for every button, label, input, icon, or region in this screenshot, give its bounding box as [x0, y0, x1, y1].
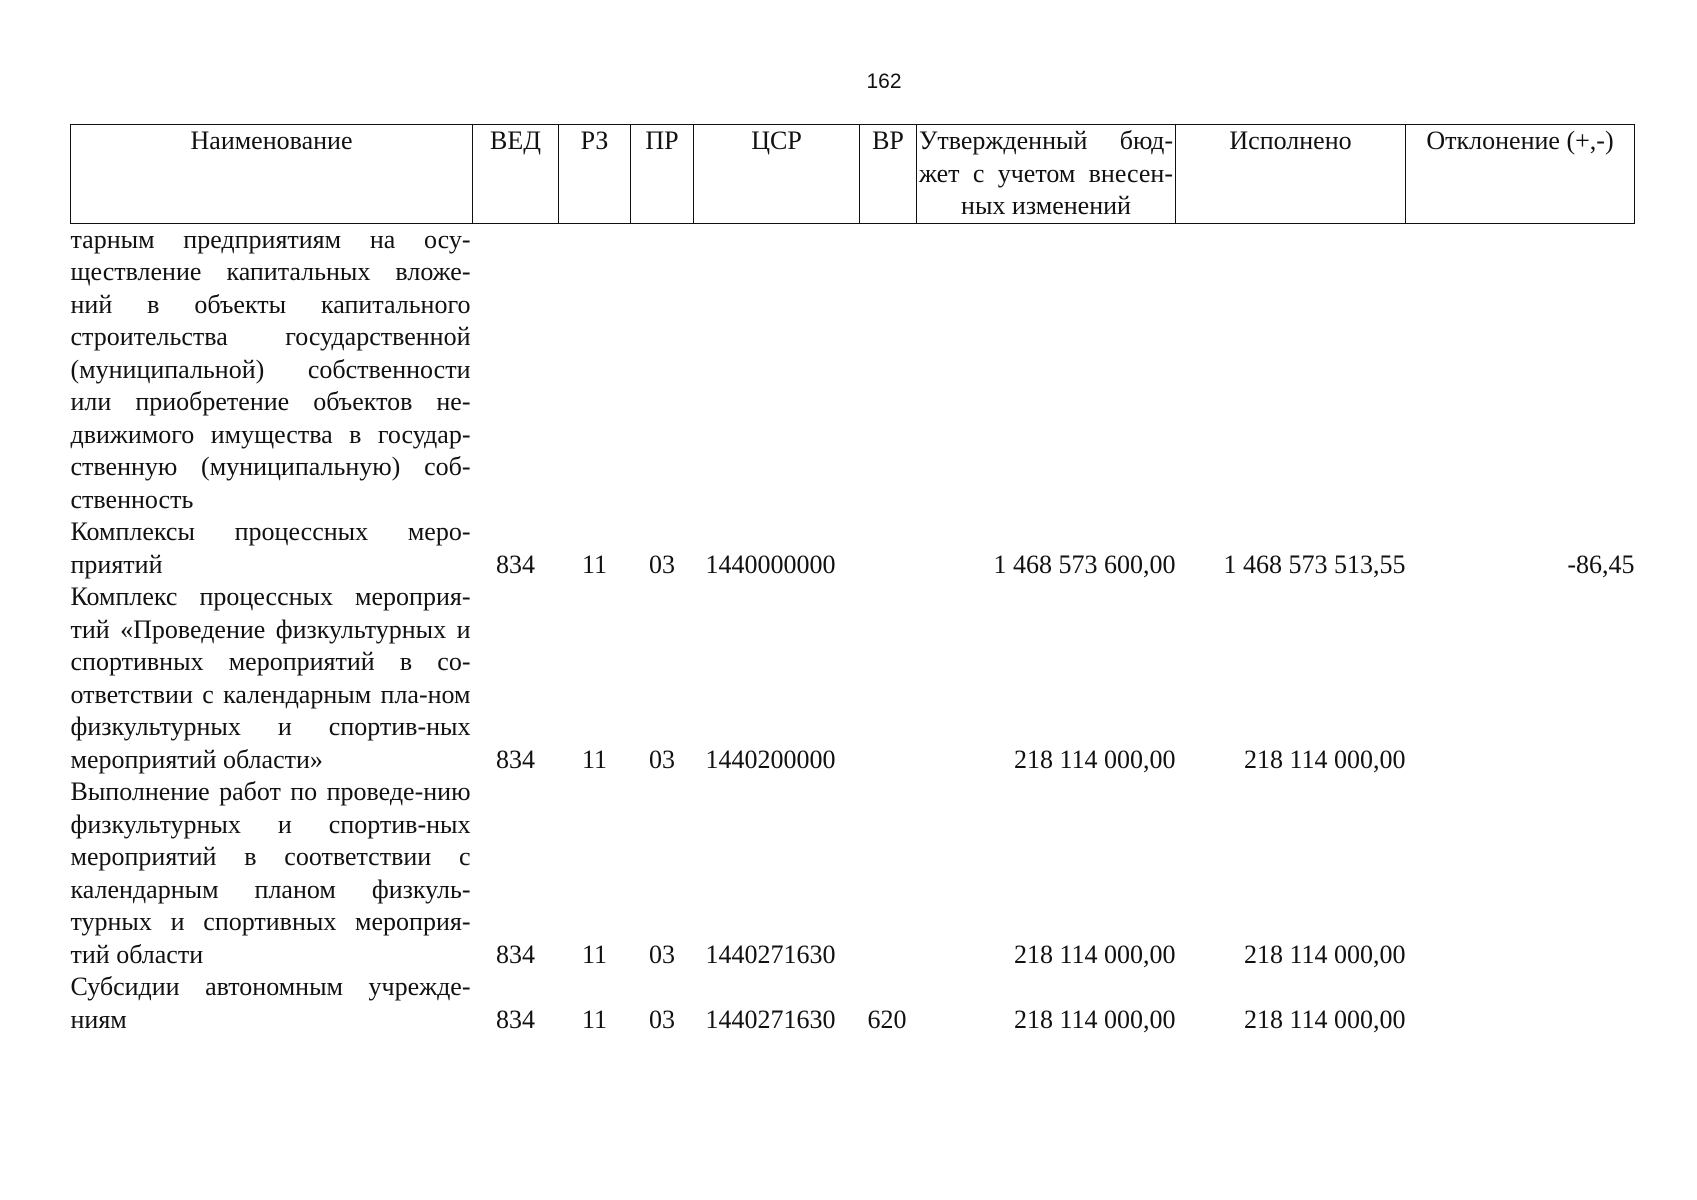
- header-rz: РЗ: [559, 125, 631, 224]
- row-pr: 03: [649, 1004, 675, 1034]
- row-deviation: [1406, 581, 1635, 776]
- row-name: Субсидии автономным учрежде-ниям: [70, 972, 471, 1034]
- row-ved: 834: [496, 1004, 535, 1034]
- table-row: [71, 776, 1635, 971]
- row-ved: [473, 223, 559, 516]
- row-rz: [559, 223, 631, 516]
- row-name: тарным предприятиям на осу-ществление капитальных вложе-ний в объекты капитального строительства государственной (муниципальной) собственности или приобретение объектов не-движимого имущества в государ-ственную (муниципальную) соб-ственность: [70, 224, 471, 514]
- header-deviation: Отклонение (+,-): [1406, 125, 1635, 224]
- header-name: Наименование: [71, 125, 473, 224]
- row-executed: 218 114 000,00: [1243, 1004, 1406, 1034]
- row-budget: 218 114 000,00: [1013, 939, 1176, 969]
- row-rz: 11: [581, 549, 608, 579]
- row-vr: [860, 776, 917, 971]
- row-budget: 1 468 573 600,00: [993, 549, 1176, 579]
- row-csr: [694, 223, 860, 516]
- row-deviation: [1406, 776, 1635, 971]
- table-row: [71, 971, 1635, 1036]
- row-rz: 11: [581, 1004, 608, 1034]
- row-vr: 620: [867, 1004, 907, 1034]
- header-vr: ВР: [860, 125, 917, 224]
- row-name: Выполнение работ по проведе-нию физкультурных и спортив-ных мероприятий в соответствии с календарным планом физкуль-турных и спортивных мероприя-тий области: [70, 777, 471, 969]
- row-csr: 1440271630: [705, 939, 836, 969]
- row-budget: [917, 223, 1176, 516]
- row-rz: 11: [581, 939, 608, 969]
- budget-execution-table: [70, 124, 1635, 1036]
- row-pr: [631, 223, 694, 516]
- row-deviation: -86,45: [1567, 549, 1635, 579]
- row-ved: 834: [496, 939, 535, 969]
- table-row: [71, 581, 1635, 776]
- header-budget: Утвержденный бюд-жет с учетом внесен-ных изменений: [917, 125, 1176, 224]
- row-pr: 03: [649, 939, 675, 969]
- row-csr: 1440271630: [705, 1004, 836, 1034]
- row-ved: 834: [496, 549, 535, 579]
- header-pr: ПР: [631, 125, 694, 224]
- row-csr: 1440000000: [705, 549, 836, 579]
- row-vr: [860, 581, 917, 776]
- row-pr: 03: [649, 549, 675, 579]
- table-header-row: [71, 125, 1635, 224]
- header-ved: ВЕД: [473, 125, 559, 224]
- table-row: [71, 516, 1635, 581]
- row-csr: 1440200000: [705, 744, 836, 774]
- row-budget: 218 114 000,00: [1013, 1004, 1176, 1034]
- row-name: Комплексы процессных меро-приятий: [70, 517, 471, 579]
- row-executed: 218 114 000,00: [1243, 939, 1406, 969]
- header-executed: Исполнено: [1176, 125, 1406, 224]
- row-budget: 218 114 000,00: [1013, 744, 1176, 774]
- row-vr: [860, 223, 917, 516]
- row-ved: 834: [496, 744, 535, 774]
- row-rz: 11: [581, 744, 608, 774]
- row-executed: 1 468 573 513,55: [1223, 549, 1406, 579]
- row-deviation: [1406, 223, 1635, 516]
- row-vr: [860, 516, 917, 581]
- row-executed: [1176, 223, 1406, 516]
- row-deviation: [1406, 971, 1635, 1036]
- header-csr: ЦСР: [694, 125, 860, 224]
- page-number: 162: [866, 70, 902, 93]
- table-row: [71, 223, 1635, 516]
- row-name: Комплекс процессных мероприя-тий «Проведение физкультурных и спортивных мероприятий в со-ответствии с календарным пла-ном физкультурных и спортив-ных мероприятий области»: [70, 582, 471, 774]
- row-pr: 03: [649, 744, 675, 774]
- row-executed: 218 114 000,00: [1243, 744, 1406, 774]
